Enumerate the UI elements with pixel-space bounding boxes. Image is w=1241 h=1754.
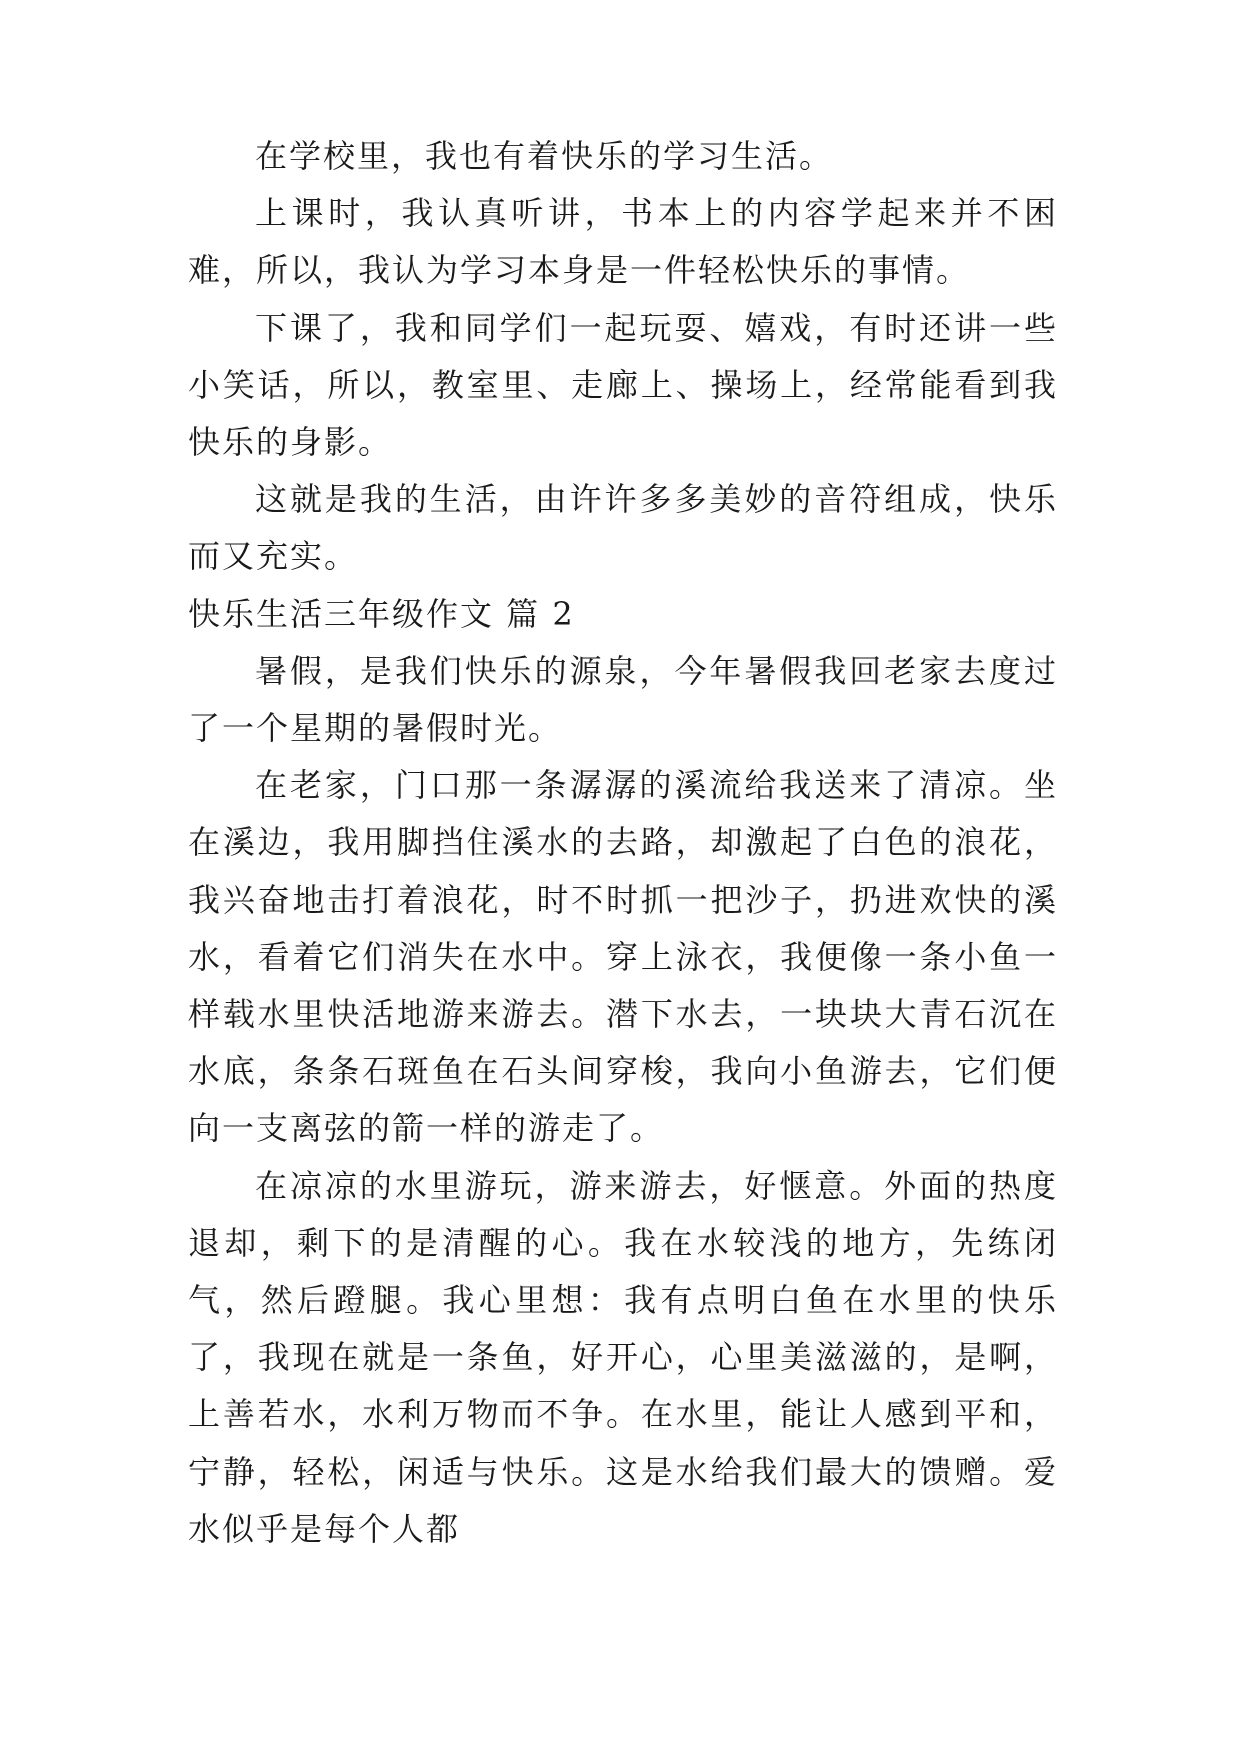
paragraph: 这就是我的生活，由许许多多美妙的音符组成，快乐而又充实。 bbox=[188, 480, 1058, 576]
paragraph: 暑假，是我们快乐的源泉，今年暑假我回老家去度过了一个星期的暑假时光。 bbox=[188, 651, 1058, 748]
document-body bbox=[188, 128, 1058, 1558]
section-heading: 快乐生活三年级作文 篇 2 bbox=[188, 594, 575, 633]
paragraph: 上课时，我认真听讲，书本上的内容学起来并不困难，所以，我认为学习本身是一件轻松快乐的事情。 bbox=[188, 194, 1058, 290]
paragraph: 在老家，门口那一条潺潺的溪流给我送来了清凉。坐在溪边，我用脚挡住溪水的去路，却激起了白色的浪花，我兴奋地击打着浪花，时不时抓一把沙子，扔进欢快的溪水，看着它们消失在水中。穿上泳衣，我便像一条小鱼一样载水里快活地游来游去。潜下水去，一块块大青石沉在水底，条条石斑鱼在石头间穿梭，我向小鱼游去，它们便向一支离弦的箭一样的游走了。 bbox=[188, 766, 1058, 1148]
paragraph: 在凉凉的水里游玩，游来游去，好惬意。外面的热度退却，剩下的是清醒的心。我在水较浅的地方，先练闭气，然后蹬腿。我心里想：我有点明白鱼在水里的快乐了，我现在就是一条鱼，好开心，心里美滋滋的，是啊，上善若水，水利万物而不争。在水里，能让人感到平和，宁静，轻松，闲适与快乐。这是水给我们最大的馈赠。爱水似乎是每个人都 bbox=[188, 1166, 1058, 1548]
paragraph: 在学校里，我也有着快乐的学习生活。 bbox=[255, 137, 834, 175]
paragraph: 下课了，我和同学们一起玩耍、嬉戏，有时还讲一些小笑话，所以，教室里、走廊上、操场上，经常能看到我快乐的身影。 bbox=[188, 308, 1058, 462]
